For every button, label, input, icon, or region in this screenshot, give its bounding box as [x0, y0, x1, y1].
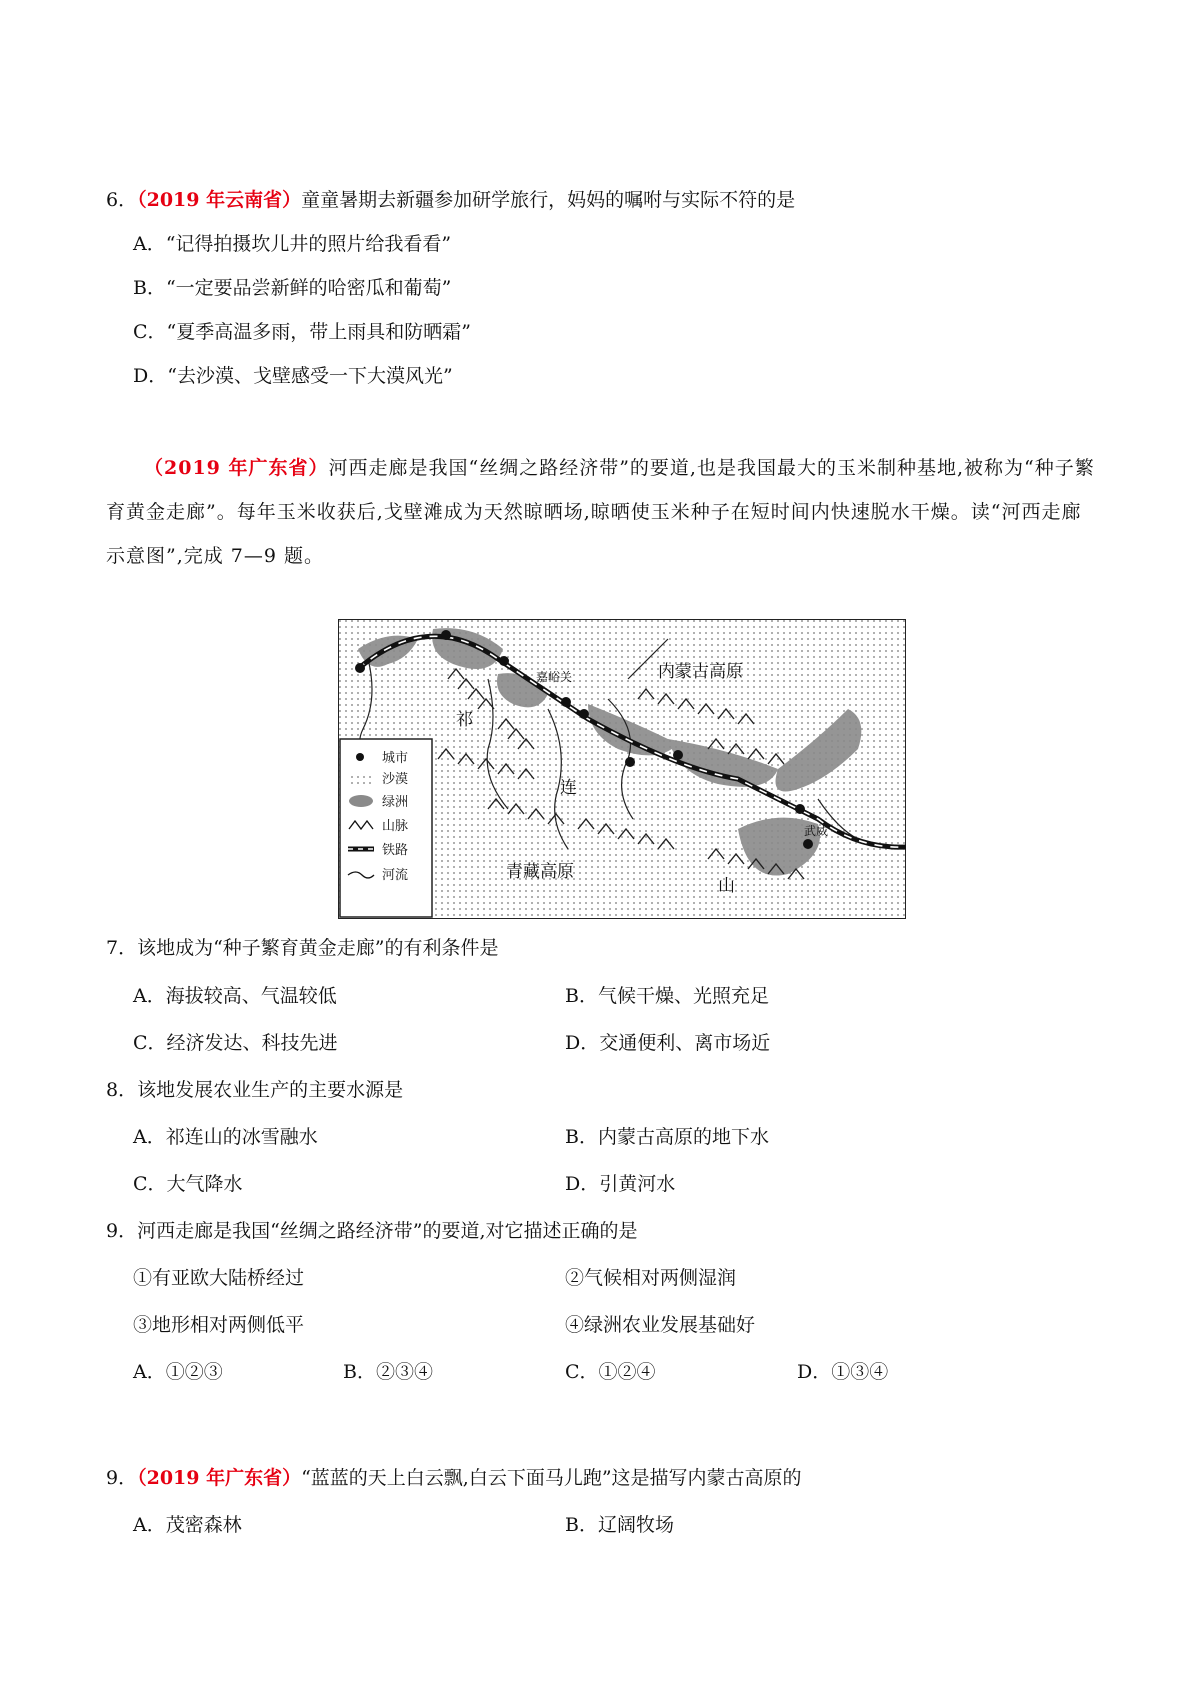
city-dot-icon: [579, 709, 589, 719]
legend-label: 沙漠: [382, 772, 409, 787]
city-dot-icon: [356, 753, 364, 761]
q6-option-b: B．“一定要品尝新鲜的哈密瓜和葡萄”: [133, 277, 452, 299]
intro-text: 河西走廊是我国“丝绸之路经济带”的要道,也是我国最大的玉米制种基地,被称为“种子繁育黄金走廊”。每年玉米收获后,戈壁滩成为天然晾晒场,晾晒使玉米种子在短时间内快速脱水干燥。读“河西走廊示意图”,完成 7—9 题。: [106, 457, 1095, 567]
city-dot-icon: [795, 804, 805, 814]
city-dot-icon: [441, 630, 451, 640]
question-number: 8．: [106, 1079, 138, 1101]
question-number: 9．: [106, 1220, 138, 1242]
label-inner-mongolia: 内蒙古高原: [658, 662, 743, 682]
legend-label: 铁路: [382, 843, 409, 858]
question-text: “蓝蓝的天上白云飘,白云下面马儿跑”这是描写内蒙古高原的: [301, 1467, 802, 1489]
question-7-stem: [106, 936, 499, 960]
q8-option-d: D．引黄河水: [565, 1173, 676, 1195]
oasis-icon: [349, 795, 373, 807]
question-8-stem: [106, 1078, 403, 1102]
intro-paragraph: [106, 446, 1096, 578]
label-tibet-plateau: 青藏高原: [506, 862, 574, 882]
map-legend: [340, 739, 432, 917]
label-jiayuguan: 嘉峪关: [536, 670, 573, 684]
q8-option-b: B．内蒙古高原的地下水: [565, 1126, 769, 1148]
q9b-option-a: A．茂密森林: [133, 1514, 242, 1536]
city-dot-icon: [625, 757, 635, 767]
question-text: 河西走廊是我国“丝绸之路经济带”的要道,对它描述正确的是: [137, 1220, 638, 1242]
q7-option-d: D．交通便利、离市场近: [565, 1032, 771, 1054]
city-dot-icon: [499, 656, 509, 666]
q6-option-a: A．“记得拍摄坎儿井的照片给我看看”: [133, 233, 452, 255]
label-wuwei: 武威: [804, 824, 829, 838]
legend-label: 绿洲: [382, 795, 409, 810]
q9-option-d: D．①③④: [797, 1361, 889, 1383]
question-number: 9．: [106, 1467, 138, 1489]
legend-label: 山脉: [382, 819, 409, 834]
desert-dots-icon: [350, 772, 372, 784]
q7-option-b: B．气候干燥、光照充足: [565, 985, 769, 1007]
q8-option-a: A．祁连山的冰雪融水: [133, 1126, 318, 1148]
intro-source: （2019 年广东省）: [144, 457, 329, 479]
q9-statement-2: ②气候相对两侧湿润: [565, 1267, 737, 1289]
q9-statement-4: ④绿洲农业发展基础好: [565, 1314, 756, 1336]
legend-label: 城市: [382, 751, 409, 766]
question-9-stem: [106, 1219, 638, 1243]
question-9b-stem: [106, 1466, 802, 1490]
q7-option-a: A．海拔较高、气温较低: [133, 985, 337, 1007]
city-dot-icon: [803, 839, 813, 849]
q9b-option-b: B．辽阔牧场: [565, 1514, 674, 1536]
question-source: （2019 年云南省）: [137, 189, 302, 211]
q9-statement-3: ③地形相对两侧低平: [133, 1314, 305, 1336]
q8-option-c: C．大气降水: [133, 1173, 243, 1195]
city-dot-icon: [355, 663, 365, 673]
hexi-corridor-map: [338, 619, 906, 919]
label-shan: 山: [718, 876, 735, 896]
q7-option-c: C．经济发达、科技先进: [133, 1032, 338, 1054]
q9-option-a: A．①②③: [133, 1361, 223, 1383]
q9-statement-1: ①有亚欧大陆桥经过: [133, 1267, 305, 1289]
label-lian: 连: [560, 778, 577, 798]
city-dot-icon: [673, 750, 683, 760]
question-text: 该地发展农业生产的主要水源是: [137, 1079, 404, 1101]
q6-option-c: C．“夏季高温多雨，带上雨具和防晒霜”: [133, 321, 471, 343]
q6-option-d: D．“去沙漠、戈壁感受一下大漠风光”: [133, 365, 453, 387]
question-source: （2019 年广东省）: [137, 1467, 302, 1489]
question-number: 6．: [106, 189, 138, 211]
q9-option-c: C．①②④: [565, 1361, 656, 1383]
city-dot-icon: [561, 697, 571, 707]
question-6-stem: [106, 188, 795, 212]
question-number: 7．: [106, 937, 138, 959]
label-qi: 祁: [456, 710, 473, 730]
legend-label: 河流: [382, 868, 409, 883]
q9-option-b: B．②③④: [343, 1361, 433, 1383]
question-text: 该地成为“种子繁育黄金走廊”的有利条件是: [137, 937, 499, 959]
question-text: 童童暑期去新疆参加研学旅行，妈妈的嘱咐与实际不符的是: [301, 189, 796, 211]
